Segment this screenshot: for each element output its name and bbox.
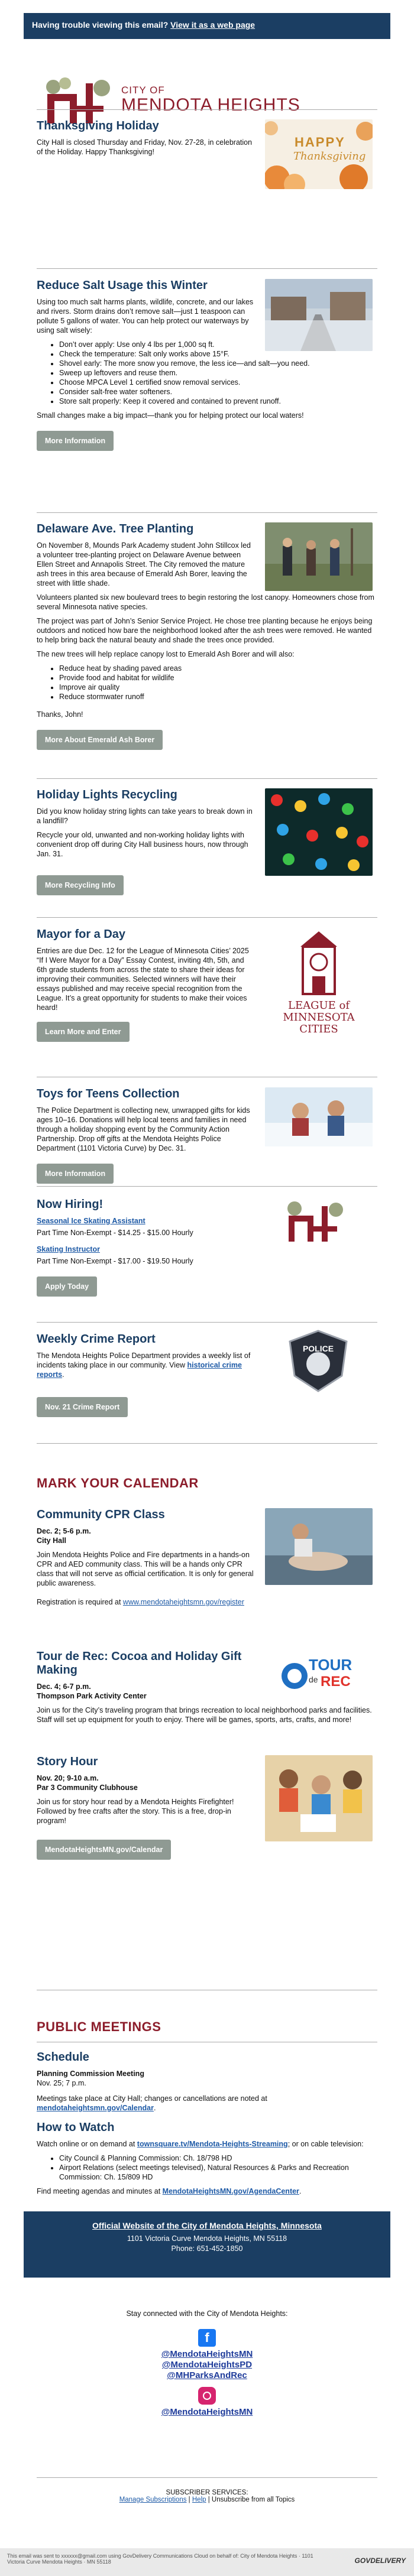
tour-logo-de: de [309,1675,318,1684]
police-badge [283,1328,354,1393]
list-item: • Choose MPCA Level 1 certified snow removal services. [59,378,377,387]
children-reading-icon [265,1755,373,1841]
tree-benefits-list [37,664,377,701]
manage-subscriptions-link[interactable]: Manage Subscriptions [119,2496,187,2503]
subscriber-services [0,2489,414,2503]
toys-more-info-button[interactable]: More Information [37,1164,114,1184]
league-logo-line2: MINNESOTA [283,1011,355,1024]
townsquare-link[interactable]: townsquare.tv/Mendota-Heights-Streaming [137,2140,288,2148]
cpr-training-icon [265,1508,373,1585]
lights-title: Holiday Lights Recycling [37,788,177,801]
cpr-place: City Hall [37,1536,67,1545]
tree-planting-photo [265,522,373,591]
winter-road-image [265,279,373,351]
social-intro: Stay connected with the City of Mendota Heights: [126,2309,288,2318]
hiring-city-logo [265,1198,373,1245]
facebook-icon[interactable]: f [198,2329,216,2347]
mayor-learn-more-button[interactable]: Learn More and Enter [37,1022,130,1042]
meeting-name: Planning Commission Meeting [37,2070,144,2078]
tour-title: Tour de Rec: Cocoa and Holiday Gift Making [37,1650,242,1677]
story-body: Join us for story hour read by a Mendota Heights Firefighter! Followed by free crafts after the story. This is a free, drop-in program! [37,1798,234,1825]
salt-closing: Small changes make a big impact—thank you for helping protect our local waters! [37,411,304,420]
social-links [0,2309,414,2418]
watch-text-2: ; or on cable television: [287,2140,364,2148]
list-item: • Improve air quality [59,683,377,692]
tour-logo-rec: REC [321,1674,351,1690]
list-item: • Check the temperature: Salt only works above 15°F. [59,349,377,359]
divider [37,512,377,513]
agenda-text: Find meeting agendas and minutes at [37,2187,161,2195]
kids-in-snow-icon [265,1087,373,1146]
tree-p4: The new trees will help replace canopy lost to Emerald Ash Borer and will also: [37,650,295,658]
view-web-link[interactable]: View it as a web page [170,20,255,30]
city-footer [24,2211,390,2278]
salt-title: Reduce Salt Usage this Winter [37,279,208,292]
winter-street-icon [265,279,373,351]
crime-title: Weekly Crime Report [37,1333,156,1346]
tree-title: Delaware Ave. Tree Planting [37,522,194,535]
apply-today-button[interactable]: Apply Today [37,1276,97,1297]
calendar-link-button[interactable]: MendotaHeightsMN.gov/Calendar [37,1840,171,1860]
list-item: • Consider salt-free water softeners. [59,387,377,397]
mayor-body: Entries are due Dec. 12 for the League of Minnesota Cities’ 2025 “If I Were Mayor for a Day” Essay Contest, inviting 4th, 5th, and 6th grade students from across the state to share their ideas for improving their communities. Selected winners will have their essays published and may receive special recognition from the League. It’s a great opportunity for students to make their voices heard! [37,947,249,1012]
thanksgiving-image-sub: Thanksgiving [293,150,366,163]
list-item: • Provide food and habitat for wildlife [59,673,377,683]
calendar-heading-row [37,1476,377,1491]
tour-date: Dec. 4; 6-7 p.m. [37,1682,91,1691]
tour-logo-text: TOUR [309,1656,352,1674]
job-detail: Part Time Non-Exempt - $17.00 - $19.50 Hourly [37,1257,193,1265]
salt-intro: Using too much salt harms plants, wildlife, concrete, and our lakes and rivers. Storm drains don’t remove salt—just 1 teaspoon can pollute 5 gallons of water. You can help protect our waterways by using salt wisely: [37,298,254,334]
string-lights-icon [265,788,373,876]
tree-thanks: Thanks, John! [37,710,83,719]
list-item: • Reduce stormwater runoff [59,692,377,701]
list-item: • City Council & Planning Commission: Ch. 18/798 HD [59,2153,377,2163]
story-hour-photo [265,1755,373,1841]
list-item: • Reduce heat by shading paved areas [59,664,377,673]
footer-address: 1101 Victoria Curve Mendota Heights, MN 55118 [127,2234,287,2243]
divider [37,917,377,918]
story-place: Par 3 Community Clubhouse [37,1784,138,1792]
instagram-icon[interactable] [198,2387,216,2405]
city-name: MENDOTA HEIGHTS [121,95,300,115]
crime-body: The Mendota Heights Police Department provides a weekly list of incidents taking place in our community. View [37,1352,251,1369]
divider [37,2477,377,2478]
toys-title: Toys for Teens Collection [37,1087,180,1100]
meeting-date: Nov. 25; 7 p.m. [37,2079,86,2087]
watch-text: Watch online or on demand at [37,2140,135,2148]
tour-body: Join us for the City’s traveling program that brings recreation to local neighborhood parks and facilities. Staff will set up equipment for youth to enjoy. There will be games, sports, arts, crafts, and more! [37,1706,372,1724]
salt-more-info-button[interactable]: More Information [37,431,114,451]
watch-title: How to Watch [37,2121,115,2134]
view-web-bar [24,13,390,39]
cpr-date: Dec. 2; 5-6 p.m. [37,1527,91,1535]
govdelivery-footer [0,2548,414,2576]
hiring-title: Now Hiring! [37,1198,104,1211]
tree-p2: Volunteers planted six new boulevard trees to begin restoring the lost canopy. Homeowners chose from several Minnesota native species. [37,593,374,611]
police-badge-icon [283,1328,354,1393]
tour-de-rec-logo [278,1650,367,1697]
divider [37,1322,377,1323]
thanksgiving-title: Thanksgiving Holiday [37,119,159,132]
tour-place: Thompson Park Activity Center [37,1692,147,1700]
police-badge-text: POLICE [302,1344,334,1353]
channels-list [37,2153,377,2182]
meetings-calendar-link[interactable]: mendotaheightsmn.gov/Calendar [37,2104,154,2112]
lights-p2: Recycle your old, unwanted and non-working holiday lights with convenient drop off during City Hall business hours, now through Jan. 31. [37,831,248,858]
schedule-title: Schedule [37,2051,89,2064]
league-logo-line1: LEAGUE of [287,999,350,1012]
job-link-skating-instructor[interactable]: Skating Instructor [37,1245,100,1253]
volunteers-photo-icon [265,522,373,591]
tree-p3: The project was part of John’s Senior Service Project. He chose tree planting because he enjoys being outdoors and noticed how bare the neighborhood looked after the ash trees were removed. He wanted to help bring back the natural beauty and shade the trees once provided. [37,617,373,644]
list-item: • Airport Relations (select meetings televised), Natural Resources & Parks and Recreation Commission: Ch. 15/809 HD [59,2163,377,2182]
public-meetings-section: PUBLIC MEETINGS Schedule Planning Commission Meeting Nov. 25; 7 p.m. Meetings take place at City Hall; changes or cancellations are noted at mendotaheightsmn.gov/Calendar. How to Watch Watch online or on demand at townsquare.tv/Mendota-Heights-Streaming; or on cable television: • City Council & Planning Commission: Ch. 18/798 HD • Airport Relations (select meetings televised), Natural Resources & Parks and Recreation Commission: Ch. 15/809 HD Find meeting agendas and minutes at MendotaHeightsMN.gov/AgendaCenter. [37,2019,377,2201]
crime-section: Weekly Crime Report The Mendota Heights Police Department provides a weekly list of incidents taking place in our community. View historical crime reports. Nov. 21 Crime Report [37,1333,377,1417]
facebook-link-parks[interactable]: @MHParksAndRec [167,2370,247,2380]
cpr-registration-text: Registration is required at [37,1598,121,1606]
calendar-heading: MARK YOUR CALENDAR [37,1476,199,1490]
govdelivery-logo: GOVDELIVERY [354,2556,406,2565]
story-date: Nov. 20; 9-10 a.m. [37,1774,99,1782]
list-item: • Shovel early: The more snow you remove, the less ice—and salt—you need. [59,359,377,368]
clock-tower-icon [265,929,373,1000]
subscriber-separator: | [186,2496,192,2503]
facebook-link-city[interactable]: @MendotaHeightsMN [161,2349,253,2359]
divider [37,109,377,110]
list-item: • Store salt properly: Keep it covered and contained to prevent runoff. [59,397,377,406]
facebook-link-police[interactable]: @MendotaHeightsPD [161,2360,253,2370]
thanksgiving-body: City Hall is closed Thursday and Friday, Nov. 27-28, in celebration of the Holiday. Happy Thanksgiving! [37,138,253,156]
instagram-link-city[interactable]: @MendotaHeightsMN [161,2407,253,2417]
divider [37,1443,377,1444]
official-website-link[interactable]: Official Website of the City of Mendota Heights, Minnesota [92,2221,322,2230]
unsubscribe-text[interactable]: | Unsubscribe from all Topics [206,2496,295,2503]
toys-body: The Police Department is collecting new, unwrapped gifts for kids ages 10–16. Donations will help local teens and families in need through a holiday shopping event by the Community Action Partnership. Drop off gifts at the Mendota Heights Police Department (1101 Victoria Curve) by Dec. 31. [37,1106,250,1152]
help-link[interactable]: Help [192,2496,206,2503]
cpr-photo [265,1508,373,1585]
divider [37,778,377,779]
cpr-title: Community CPR Class [37,1508,165,1521]
mayor-title: Mayor for a Day [37,928,126,941]
list-item: • Don’t over apply: Use only 4 lbs per 1,000 sq ft. [59,340,377,349]
holiday-lights-image [265,788,373,876]
subscriber-label: SUBSCRIBER SERVICES: [166,2489,248,2496]
story-title: Story Hour [37,1755,98,1768]
crime-report-button[interactable]: Nov. 21 Crime Report [37,1397,128,1417]
snow-kids-photo [265,1087,373,1146]
historical-crime-reports-link[interactable]: historical crime reports [37,1361,242,1379]
agenda-center-link[interactable]: MendotaHeightsMN.gov/AgendaCenter [162,2187,299,2195]
cpr-register-link[interactable]: www.mendotaheightsmn.gov/register [122,1598,244,1606]
emerald-ash-borer-button[interactable]: More About Emerald Ash Borer [37,730,163,750]
thanksgiving-image [265,119,373,189]
footer-phone: Phone: 651-452-1850 [171,2244,243,2253]
league-of-minnesota-cities-logo [265,929,373,1035]
divider [37,268,377,269]
thanksgiving-image-text: HAPPY [295,135,345,150]
view-web-text: Having trouble viewing this email? [32,20,169,30]
tree-p1: On November 8, Mounds Park Academy student John Stillcox led a volunteer tree-planting project on Delaware Avenue between Ellen Street and Annapolis Street. The City removed the mature ash trees in this area because of Emerald Ash Borer, leaving the street with little shade. [37,541,251,587]
sent-to-text: This email was sent to xxxxxx@gmail.com using GovDelivery Communications Cloud on behalf of: City of Mendota Heights · 1101 Victoria Curve Mendota Heights · MN 55118 [7,2553,313,2565]
recycling-info-button[interactable]: More Recycling Info [37,875,124,895]
city-logo-mark-icon [265,1198,373,1245]
meetings-heading: PUBLIC MEETINGS [37,2019,161,2034]
cpr-body: Join Mendota Heights Police and Fire departments in a hands-on CPR and AED community class. This will be a hands only CPR class that will not serve as official certification. It is only for general public awareness. [37,1551,254,1587]
lights-p1: Did you know holiday string lights can take years to break down in a landfill? [37,807,253,825]
meetings-note: Meetings take place at City Hall; changes or cancellations are noted at [37,2094,267,2103]
league-logo-line3: CITIES [299,1023,338,1035]
divider [37,1186,377,1187]
list-item: • Sweep up leftovers and reuse them. [59,368,377,378]
job-link-ice-skating-assistant[interactable]: Seasonal Ice Skating Assistant [37,1217,145,1225]
city-of-label: CITY OF [121,85,165,96]
job-detail: Part Time Non-Exempt - $14.25 - $15.00 Hourly [37,1229,193,1237]
